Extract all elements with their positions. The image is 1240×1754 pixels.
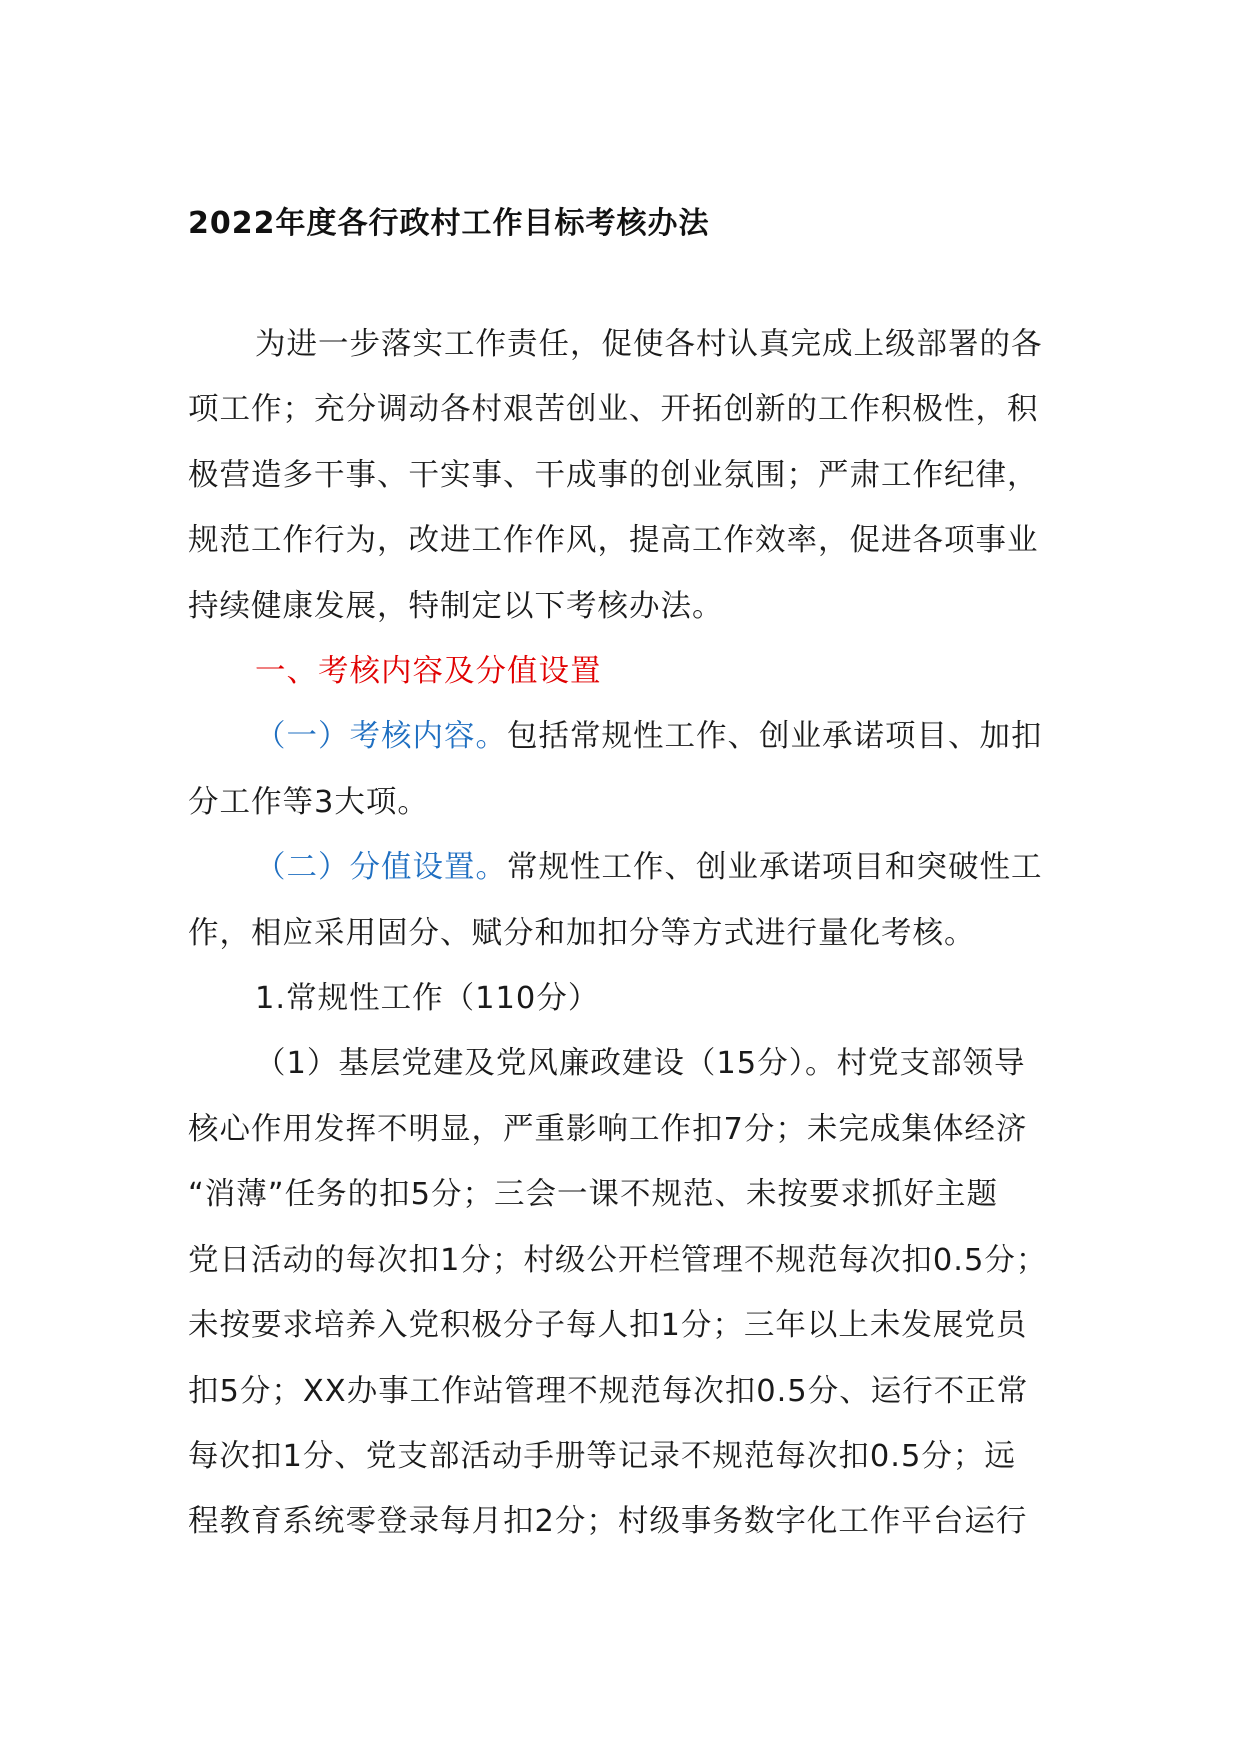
- section-heading-text: 一、考核内容及分值设置: [255, 654, 602, 690]
- item-text: 常规性工作、创业承诺项目和突破性工: [507, 850, 1043, 886]
- section-heading: [188, 639, 1058, 704]
- text-line: 项工作；充分调动各村艰苦创业、开拓创新的工作积极性，积: [188, 392, 1039, 428]
- text-line: 扣5分；XX办事工作站管理不规范每次扣0.5分、运行不正常: [188, 1373, 1029, 1409]
- document-title: 2022年度各行政村工作目标考核办法: [188, 206, 710, 241]
- text-line: 规范工作行为，改进工作作风，提高工作效率，促进各项事业: [188, 523, 1039, 559]
- text-line: 分工作等3大项。: [188, 784, 429, 820]
- text-line: （1）基层党建及党风廉政建设（15分）。村党支部领导: [255, 1046, 1026, 1082]
- text-line: 极营造多干事、干实事、干成事的创业氛围；严肃工作纪律，: [188, 457, 1039, 493]
- text-line: 程教育系统零登录每月扣2分；村级事务数字化工作平台运行: [188, 1504, 1028, 1540]
- item-paragraph: [188, 835, 1058, 966]
- text-line: 未按要求培养入党积极分子每人扣1分；三年以上未发展党员: [188, 1308, 1028, 1344]
- text-line: 核心作用发挥不明显，严重影响工作扣7分；未完成集体经济: [188, 1111, 1028, 1147]
- text-line: [188, 835, 1058, 900]
- intro-paragraph: [188, 312, 1058, 639]
- item-paragraph: [188, 1031, 1058, 1554]
- item-label: （二）分值设置。: [255, 850, 507, 886]
- text-line: 持续健康发展，特制定以下考核办法。: [188, 588, 724, 624]
- item-text: 包括常规性工作、创业承诺项目、加扣: [507, 719, 1043, 755]
- item-paragraph: [188, 704, 1058, 835]
- text-line: “消薄”任务的扣5分；三会一课不规范、未按要求抓好主题: [188, 1177, 999, 1213]
- item-label: （一）考核内容。: [255, 719, 507, 755]
- subsection-heading: [188, 966, 1058, 1031]
- subsection-heading-text: 1.常规性工作（110分）: [255, 981, 600, 1017]
- text-line: [188, 704, 1058, 769]
- text-line: 为进一步落实工作责任，促使各村认真完成上级部署的各: [255, 327, 1043, 362]
- text-line: 每次扣1分、党支部活动手册等记录不规范每次扣0.5分；远: [188, 1438, 1016, 1474]
- text-line: 党日活动的每次扣1分；村级公开栏管理不规范每次扣0.5分；: [188, 1242, 1048, 1278]
- document-body: [188, 312, 1058, 1555]
- text-line: 作，相应采用固分、赋分和加扣分等方式进行量化考核。: [188, 915, 976, 951]
